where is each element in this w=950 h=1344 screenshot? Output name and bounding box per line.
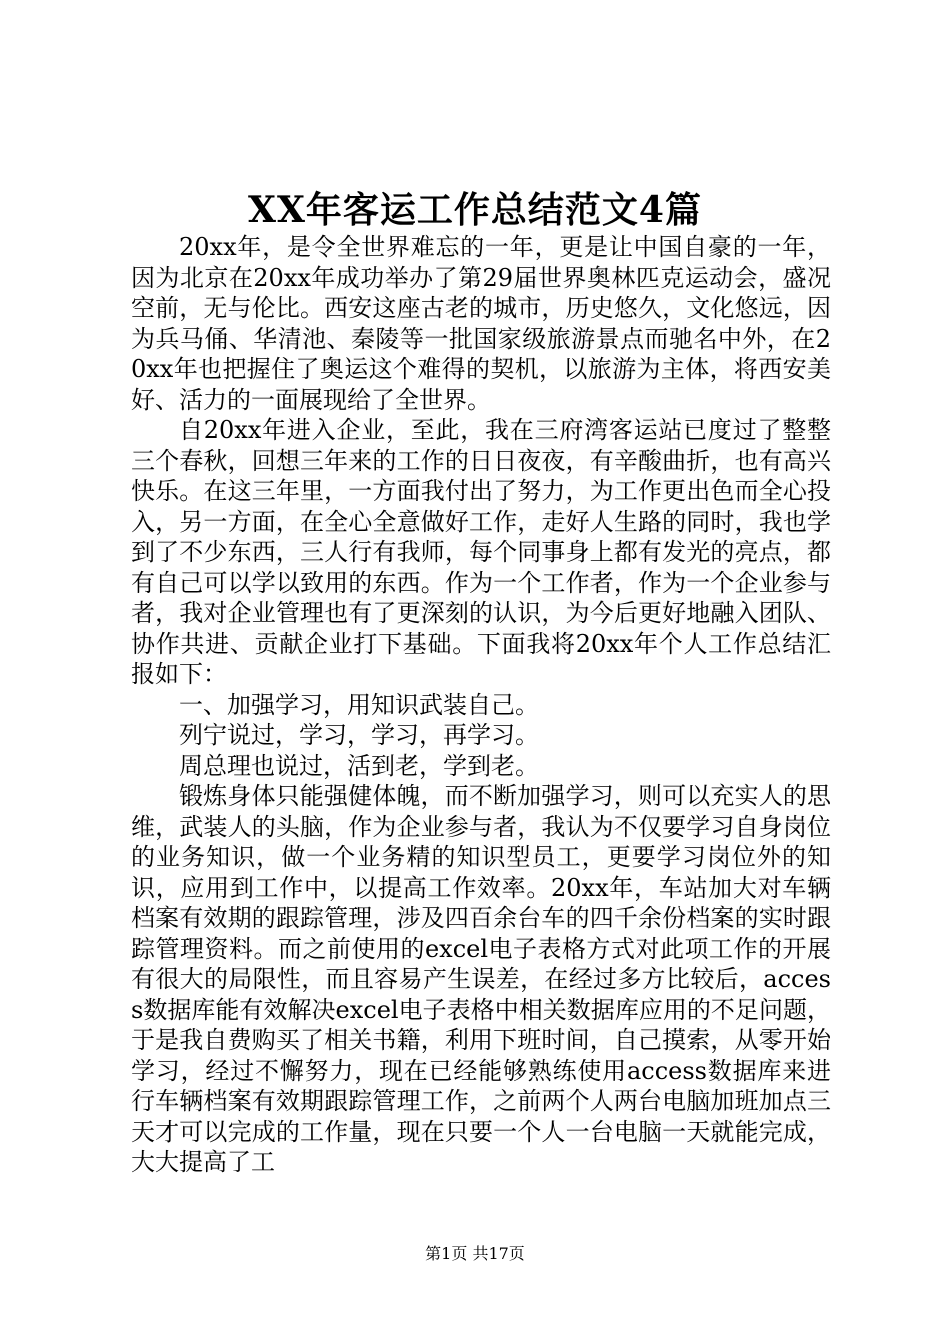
quote-line: 周总理也说过，活到老，学到老。 — [179, 751, 539, 780]
paragraph: 自20xx年进入企业，至此，我在三府湾客运站已度过了整整三个春秋，回想三年来的工作的日日夜夜，有辛酸曲折，也有高兴快乐。在这三年里，一方面我付出了努力，为工作更出色而全心投入，另一方面，在全心全意做好工作，走好人生路的同时，我也学到了不少东西，三人行有我师，每个同事身上都有发光的亮点，都有自己可以学以致用的东西。作为一个工作者，作为一个企业参与者，我对企业管理也有了更深刻的认识，为今后更好地融入团队、协作共进、贡献企业打下基础。下面我将20xx年个人工作总结汇报如下： — [131, 416, 831, 688]
document-body — [131, 232, 831, 1178]
quote-line: 列宁说过，学习，学习，再学习。 — [179, 721, 539, 749]
page-footer: 第1页 共17页 — [425, 1244, 525, 1263]
document-title: XX年客运工作总结范文4篇 — [248, 189, 702, 231]
paragraph: 20xx年，是令全世界难忘的一年，更是让中国自豪的一年，因为北京在20xx年成功举办了第29届世界奥林匹克运动会，盛况空前，无与伦比。西安这座古老的城市，历史悠久，文化悠远，因为兵马俑、华清池、秦陵等一批国家级旅游景点而驰名中外，在20xx年也把握住了奥运这个难得的契机，以旅游为主体，将西安美好、活力的一面展现给了全世界。 — [131, 233, 831, 414]
section-heading: 一、加强学习，用知识武装自己。 — [179, 690, 539, 719]
paragraph: 锻炼身体只能强健体魄，而不断加强学习，则可以充实人的思维，武装人的头脑，作为企业参与者，我认为不仅要学习自身岗位的业务知识，做一个业务精的知识型员工，更要学习岗位外的知识，应用到工作中，以提高工作效率。20xx年，车站加大对车辆档案有效期的跟踪管理，涉及四百余台车的四千余份档案的实时跟踪管理资料。而之前使用的excel电子表格方式对此项工作的开展有很大的局限性，而且容易产生误差，在经过多方比较后，access数据库能有效解决excel电子表格中相关数据库应用的不足问题，于是我自费购买了相关书籍，利用下班时间，自己摸索，从零开始学习，经过不懈努力，现在已经能够熟练使用access数据库来进行车辆档案有效期跟踪管理工作，之前两个人两台电脑加班加点三天才可以完成的工作量，现在只要一个人一台电脑一天就能完成，大大提高了工 — [131, 782, 831, 1176]
